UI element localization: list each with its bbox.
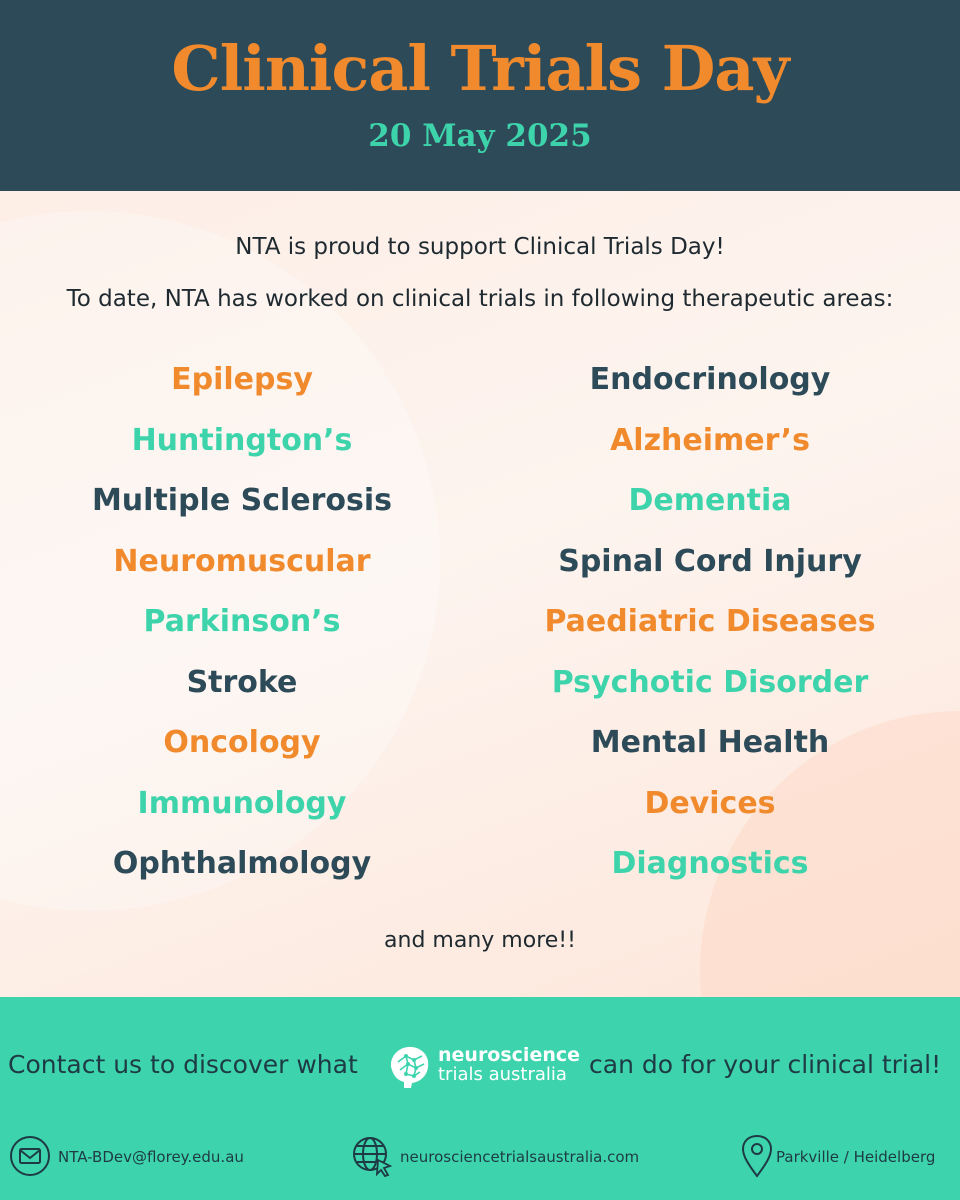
area-item: Epilepsy bbox=[171, 362, 313, 397]
intro-line: NTA is proud to support Clinical Trials Day! bbox=[235, 234, 725, 260]
intro-line: To date, NTA has worked on clinical trials in following therapeutic areas: bbox=[66, 286, 894, 312]
area-item: Diagnostics bbox=[611, 846, 809, 881]
area-item: Huntington’s bbox=[131, 422, 353, 458]
event-date: 20 May 2025 bbox=[368, 118, 592, 154]
contact-line bbox=[0, 1040, 960, 1092]
area-item: Oncology bbox=[163, 725, 321, 760]
area-item: Ophthalmology bbox=[112, 846, 372, 881]
website-contact[interactable] bbox=[350, 1134, 680, 1180]
mail-icon bbox=[8, 1134, 52, 1178]
areas-column-right bbox=[470, 356, 950, 901]
area-item: Alzheimer’s bbox=[610, 422, 810, 458]
area-item: Parkinson’s bbox=[143, 604, 341, 639]
area-item: Mental Health bbox=[590, 725, 830, 760]
location-contact bbox=[740, 1134, 956, 1180]
email-address[interactable]: NTA-BDev@florey.edu.au bbox=[58, 1148, 244, 1166]
brain-logo-icon bbox=[384, 1042, 434, 1090]
nta-logo bbox=[384, 1042, 589, 1092]
location-pin-icon bbox=[740, 1134, 774, 1178]
logo-text-line1: neuroscience bbox=[438, 1044, 581, 1066]
header-banner bbox=[0, 0, 960, 191]
areas-column-left bbox=[2, 356, 482, 901]
email-contact[interactable] bbox=[8, 1134, 288, 1180]
area-item: Dementia bbox=[628, 483, 792, 518]
area-item: Neuromuscular bbox=[113, 543, 371, 579]
globe-icon bbox=[350, 1134, 394, 1178]
area-item: Stroke bbox=[186, 664, 298, 700]
logo-text-line2: trials australia bbox=[438, 1064, 567, 1085]
website-url[interactable]: neurosciencetrialsaustralia.com bbox=[400, 1148, 640, 1166]
contact-text-after: can do for your clinical trial! bbox=[589, 1050, 942, 1079]
area-item: Immunology bbox=[137, 785, 347, 821]
page-title: Clinical Trials Day bbox=[171, 32, 789, 105]
and-more-text: and many more!! bbox=[384, 928, 576, 953]
location-text: Parkville / Heidelberg bbox=[776, 1148, 936, 1166]
area-item: Paediatric Diseases bbox=[544, 604, 876, 639]
area-item: Endocrinology bbox=[589, 362, 831, 397]
area-item: Devices bbox=[644, 785, 776, 821]
area-item: Spinal Cord Injury bbox=[558, 543, 862, 579]
contact-text-before: Contact us to discover what bbox=[8, 1050, 358, 1079]
area-item: Psychotic Disorder bbox=[551, 664, 869, 700]
area-item: Multiple Sclerosis bbox=[91, 483, 393, 518]
